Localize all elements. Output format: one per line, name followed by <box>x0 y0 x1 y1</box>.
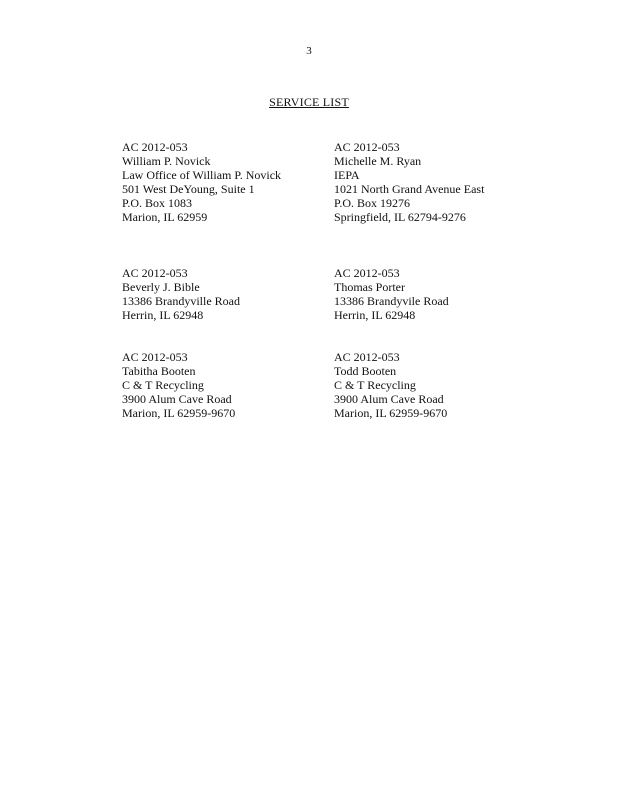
organization: IEPA <box>334 168 360 182</box>
organization: C & T Recycling <box>122 378 204 392</box>
recipient-name: William P. Novick <box>122 154 211 168</box>
recipient-name: Thomas Porter <box>334 280 405 294</box>
street-address: 1021 North Grand Avenue East <box>334 182 485 196</box>
street-address: 13386 Brandyvile Road <box>334 294 449 308</box>
organization: Law Office of William P. Novick <box>122 168 282 182</box>
po-box: P.O. Box 19276 <box>334 196 411 210</box>
service-entry-porter <box>334 266 449 322</box>
case-number: AC 2012-053 <box>122 140 188 154</box>
case-number: AC 2012-053 <box>334 350 400 364</box>
city-state-zip: Springfield, IL 62794-9276 <box>334 210 466 224</box>
street-address: 501 West DeYoung, Suite 1 <box>122 182 255 196</box>
recipient-name: Todd Booten <box>334 364 397 378</box>
page-title: SERVICE LIST <box>269 95 349 109</box>
city-state-zip: Herrin, IL 62948 <box>122 308 204 322</box>
street-address: 3900 Alum Cave Road <box>334 392 444 406</box>
case-number: AC 2012-053 <box>334 266 400 280</box>
city-state-zip: Marion, IL 62959-9670 <box>334 406 448 420</box>
street-address: 13386 Brandyville Road <box>122 294 240 308</box>
recipient-name: Tabitha Booten <box>122 364 196 378</box>
city-state-zip: Herrin, IL 62948 <box>334 308 416 322</box>
city-state-zip: Marion, IL 62959-9670 <box>122 406 236 420</box>
case-number: AC 2012-053 <box>122 350 188 364</box>
recipient-name: Beverly J. Bible <box>122 280 200 294</box>
case-number: AC 2012-053 <box>334 140 400 154</box>
service-entry-tabitha-booten <box>122 350 235 420</box>
service-entry-ryan <box>334 140 484 224</box>
service-entry-bible <box>122 266 240 322</box>
page-number: 3 <box>306 45 312 57</box>
organization: C & T Recycling <box>334 378 416 392</box>
city-state-zip: Marion, IL 62959 <box>122 210 208 224</box>
recipient-name: Michelle M. Ryan <box>334 154 422 168</box>
service-entry-novick <box>122 140 281 224</box>
case-number: AC 2012-053 <box>122 266 188 280</box>
service-entry-todd-booten <box>334 350 447 420</box>
po-box: P.O. Box 1083 <box>122 196 193 210</box>
street-address: 3900 Alum Cave Road <box>122 392 232 406</box>
